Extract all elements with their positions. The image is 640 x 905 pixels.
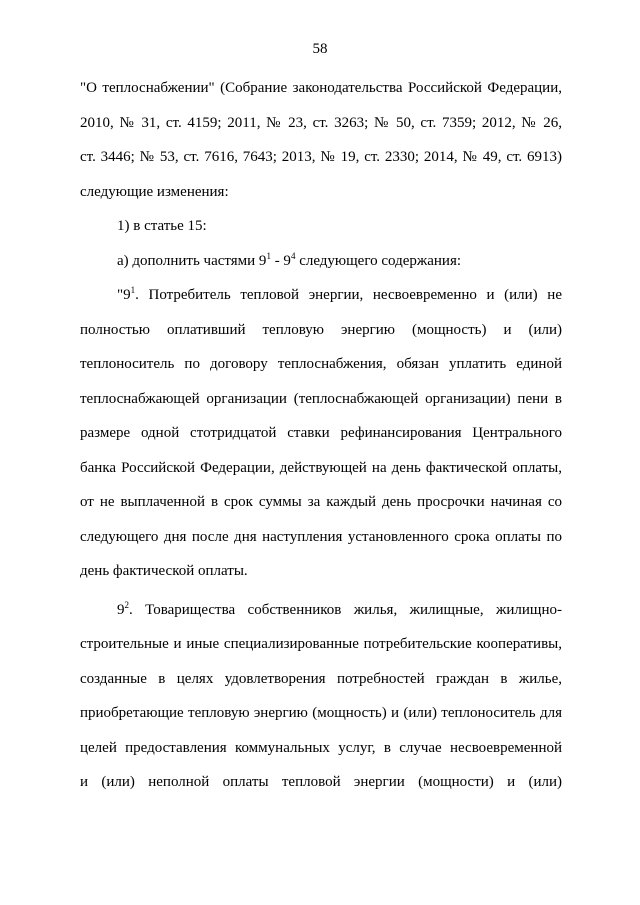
text-line: ст. 3446; № 53, ст. 7616, 7643; 2013, № 19, ст. 2330; 2014, № 49, ст. 6913) [80, 149, 562, 165]
text-line: приобретающие тепловую энергию (мощность) и (или) теплоноситель для [80, 705, 562, 721]
text-line: созданные в целях удовлетворения потребностей граждан в жилье, [80, 670, 562, 687]
text-line: 2010, № 31, ст. 4159; 2011, № 23, ст. 3263; № 50, ст. 7359; 2012, № 26, [80, 114, 562, 131]
text-line: следующего дня после дня наступления установленного срока оплаты по [80, 528, 562, 545]
text-line: "О теплоснабжении" (Собрание законодательства Российской Федерации, [80, 80, 562, 96]
text-line: день фактической оплаты. [80, 563, 248, 579]
text-line: полностью оплативший тепловую энергию (мощность) и (или) [80, 321, 562, 338]
page-number: 58 [312, 41, 328, 57]
document-body [80, 71, 562, 800]
text-line: теплоноситель по договору теплоснабжения, обязан уплатить единой [80, 356, 562, 372]
text-line: теплоснабжающей организации (теплоснабжающей организации) пени в [80, 390, 562, 407]
part-9-1-first-line: "$9^1$. Потребитель тепловой энергии, несвоевременно и (или) не [117, 285, 562, 303]
text-line: целей предоставления коммунальных услуг, в случае несвоевременной [80, 739, 562, 756]
text-line: банка Российской Федерации, действующей на день фактической оплаты, [80, 459, 562, 476]
list-item-1: 1) в статье 15: [117, 218, 207, 234]
text-line: и (или) неполной оплаты тепловой энергии (мощности) и (или) [80, 774, 562, 790]
text-line: размере одной стотридцатой ставки рефинансирования Центрального [80, 425, 562, 441]
text-line: от не выплаченной в срок суммы за каждый день просрочки начиная со [80, 494, 562, 510]
text-line: следующие изменения: [80, 183, 229, 200]
list-item-a: а) дополнить частями $9^1 - 9^4$ следующего содержания: [117, 250, 462, 269]
text-line: строительные и иные специализированные потребительские кооперативы, [80, 636, 562, 652]
part-9-2-first-line: $9^2$. Товарищества собственников жилья, жилищные, жилищно- [117, 599, 562, 618]
